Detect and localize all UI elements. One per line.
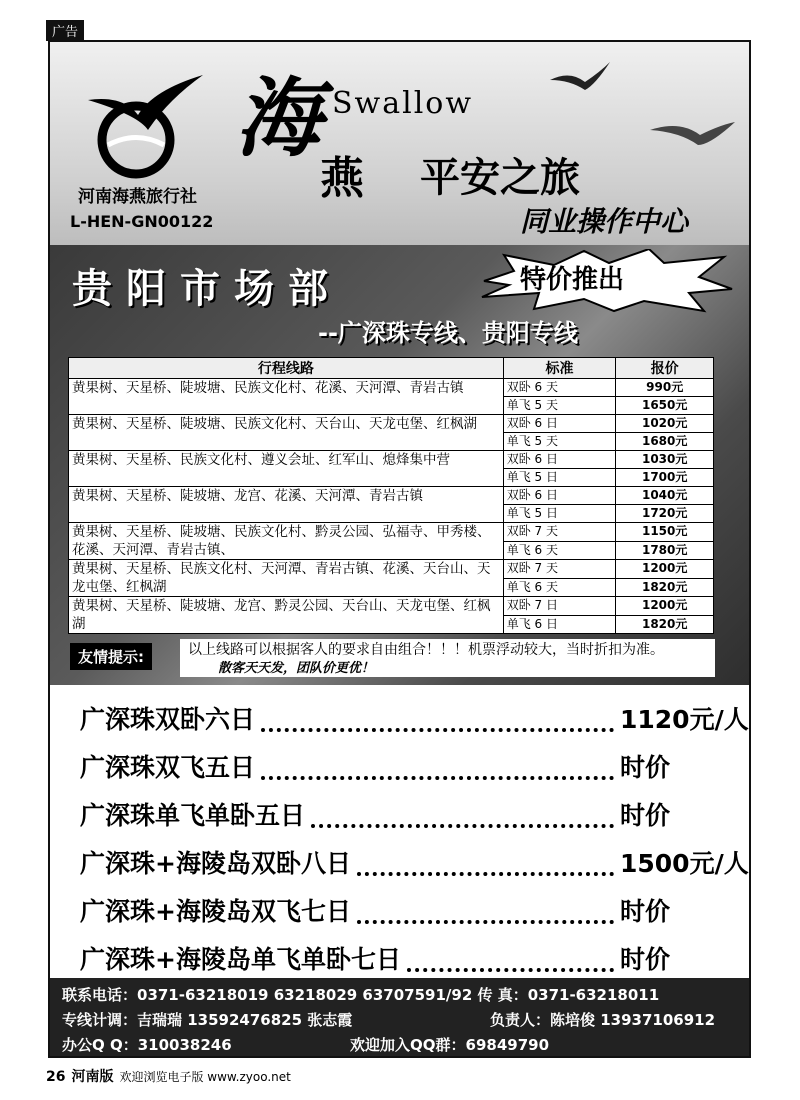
offer-item bbox=[80, 886, 740, 934]
page-number: 26 bbox=[46, 1069, 66, 1085]
route-cell: 黄果树、天星桥、陡坡塘、民族文化村、天台山、天龙屯堡、红枫湖 bbox=[69, 415, 504, 451]
standard-cell: 单飞 5 天 bbox=[503, 397, 616, 415]
slogan: 平安之旅 bbox=[420, 154, 580, 201]
market-title: 贵阳市场部 bbox=[72, 266, 342, 312]
standard-cell: 单飞 5 日 bbox=[503, 505, 616, 523]
standard-cell: 单飞 6 日 bbox=[503, 615, 616, 634]
table-row bbox=[69, 379, 714, 397]
price-cell: 1820元 bbox=[616, 615, 714, 634]
license-number: L-HEN-GN00122 bbox=[70, 212, 214, 231]
standard-cell: 单飞 5 日 bbox=[503, 469, 616, 487]
offer-name: 广深珠+海陵岛单飞单卧七日 bbox=[80, 945, 401, 974]
offer-item bbox=[80, 694, 749, 742]
offer-item bbox=[80, 790, 740, 838]
price-cell: 1030元 bbox=[616, 451, 714, 469]
table-row bbox=[69, 451, 714, 469]
route-cell: 黄果树、天星桥、陡坡塘、龙宫、黔灵公园、天台山、天龙屯堡、红枫湖 bbox=[69, 597, 504, 634]
price-cell: 1820元 bbox=[616, 578, 714, 597]
price-cell: 1700元 bbox=[616, 469, 714, 487]
table-row bbox=[69, 560, 714, 579]
price-cell: 990元 bbox=[616, 379, 714, 397]
route-cell: 黄果树、天星桥、陡坡塘、龙宫、花溪、天河潭、青岩古镇 bbox=[69, 487, 504, 523]
dot-leader bbox=[357, 858, 614, 876]
brand-char-2: 燕 bbox=[320, 153, 364, 204]
offer-name: 广深珠双卧六日 bbox=[80, 705, 256, 734]
price-cell: 1680元 bbox=[616, 433, 714, 451]
standard-cell: 单飞 6 天 bbox=[503, 578, 616, 597]
route-cell: 黄果树、天星桥、民族文化村、遵义会址、红军山、熄烽集中营 bbox=[69, 451, 504, 487]
offer-price: 1500元/人 bbox=[620, 849, 749, 878]
standard-cell: 双卧 6 日 bbox=[503, 415, 616, 433]
price-cell: 1020元 bbox=[616, 415, 714, 433]
itinerary-table bbox=[68, 357, 714, 634]
route-cell: 黄果树、天星桥、陡坡塘、民族文化村、花溪、天河潭、青岩古镇 bbox=[69, 379, 504, 415]
header-banner bbox=[50, 42, 749, 245]
table-row bbox=[69, 523, 714, 542]
swallow-logo-icon bbox=[78, 70, 208, 180]
flying-bird-icon bbox=[540, 50, 740, 150]
header-standard: 标准 bbox=[503, 358, 616, 379]
price-cell: 1650元 bbox=[616, 397, 714, 415]
contact-phone-line: 联系电话：0371-63218019 63218029 63707591/92 传 真：0371-63218011 bbox=[62, 986, 660, 1004]
table-header-row bbox=[69, 358, 714, 379]
ad-frame bbox=[48, 40, 751, 1058]
promo-text: 特价推出 bbox=[520, 265, 625, 295]
standard-cell: 双卧 7 天 bbox=[503, 523, 616, 542]
offer-item bbox=[80, 742, 740, 790]
offer-price: 时价 bbox=[620, 897, 671, 926]
qq-group: 欢迎加入QQ群：69849790 bbox=[350, 1036, 549, 1054]
offer-price: 时价 bbox=[620, 801, 671, 830]
contact-footer bbox=[50, 978, 749, 1058]
tip-emphasis: 散客天天发，团队价更优！ bbox=[218, 661, 375, 676]
standard-cell: 双卧 6 日 bbox=[503, 451, 616, 469]
standard-cell: 双卧 6 天 bbox=[503, 379, 616, 397]
tip-label: 友情提示: bbox=[70, 643, 152, 670]
dot-leader bbox=[261, 762, 614, 780]
header-price: 报价 bbox=[616, 358, 714, 379]
offer-name: 广深珠单飞单卧五日 bbox=[80, 801, 306, 830]
market-section bbox=[50, 245, 749, 685]
brand-english: Swallow bbox=[332, 86, 474, 121]
price-cell: 1040元 bbox=[616, 487, 714, 505]
office-qq: 办公Q Q：310038246 bbox=[62, 1036, 232, 1054]
table-row bbox=[69, 415, 714, 433]
standard-cell: 双卧 7 日 bbox=[503, 597, 616, 616]
dot-leader bbox=[261, 714, 614, 732]
site-text: 欢迎浏览电子版 www.zyoo.net bbox=[119, 1070, 291, 1084]
dot-leader bbox=[407, 954, 614, 972]
ad-label: 广告 bbox=[46, 20, 84, 41]
offer-price: 1120元/人 bbox=[620, 705, 749, 734]
offer-price: 时价 bbox=[620, 945, 671, 974]
table-row bbox=[69, 487, 714, 505]
price-cell: 1200元 bbox=[616, 597, 714, 616]
price-cell: 1780元 bbox=[616, 541, 714, 560]
manager-line: 负责人：陈培俊 13937106912 bbox=[490, 1011, 716, 1029]
standard-cell: 单飞 5 天 bbox=[503, 433, 616, 451]
offer-name: 广深珠+海陵岛双卧八日 bbox=[80, 849, 351, 878]
price-cell: 1720元 bbox=[616, 505, 714, 523]
standard-cell: 双卧 7 天 bbox=[503, 560, 616, 579]
tip-box bbox=[180, 639, 715, 677]
offers-list bbox=[80, 694, 749, 982]
header-route: 行程线路 bbox=[69, 358, 504, 379]
price-cell: 1150元 bbox=[616, 523, 714, 542]
standard-cell: 单飞 6 天 bbox=[503, 541, 616, 560]
offer-price: 时价 bbox=[620, 753, 671, 782]
standard-cell: 双卧 6 日 bbox=[503, 487, 616, 505]
dot-leader bbox=[311, 810, 614, 828]
tip-text: 以上线路可以根据客人的要求自由组合！！！机票浮动较大，当时折扣为准。 bbox=[188, 642, 664, 658]
offer-item bbox=[80, 934, 740, 982]
agency-name: 河南海燕旅行社 bbox=[78, 187, 197, 207]
route-cell: 黄果树、天星桥、陡坡塘、民族文化村、黔灵公园、弘福寺、甲秀楼、花溪、天河潭、青岩古镇、 bbox=[69, 523, 504, 560]
table-row bbox=[69, 597, 714, 616]
offer-name: 广深珠双飞五日 bbox=[80, 753, 256, 782]
offer-name: 广深珠+海陵岛双飞七日 bbox=[80, 897, 351, 926]
operator-line: 专线计调：吉瑞瑞 13592476825 张志霞 bbox=[62, 1011, 353, 1029]
dot-leader bbox=[357, 906, 614, 924]
price-cell: 1200元 bbox=[616, 560, 714, 579]
page-footer bbox=[46, 1066, 291, 1086]
operation-center: 同业操作中心 bbox=[520, 205, 689, 238]
brand-char: 海 bbox=[235, 68, 321, 169]
route-cell: 黄果树、天星桥、民族文化村、天河潭、青岩古镇、花溪、天台山、天龙屯堡、红枫湖 bbox=[69, 560, 504, 597]
offer-item bbox=[80, 838, 749, 886]
route-subtitle: --广深珠专线、贵阳专线 bbox=[318, 319, 578, 347]
edition-label: 河南版 bbox=[71, 1069, 114, 1085]
